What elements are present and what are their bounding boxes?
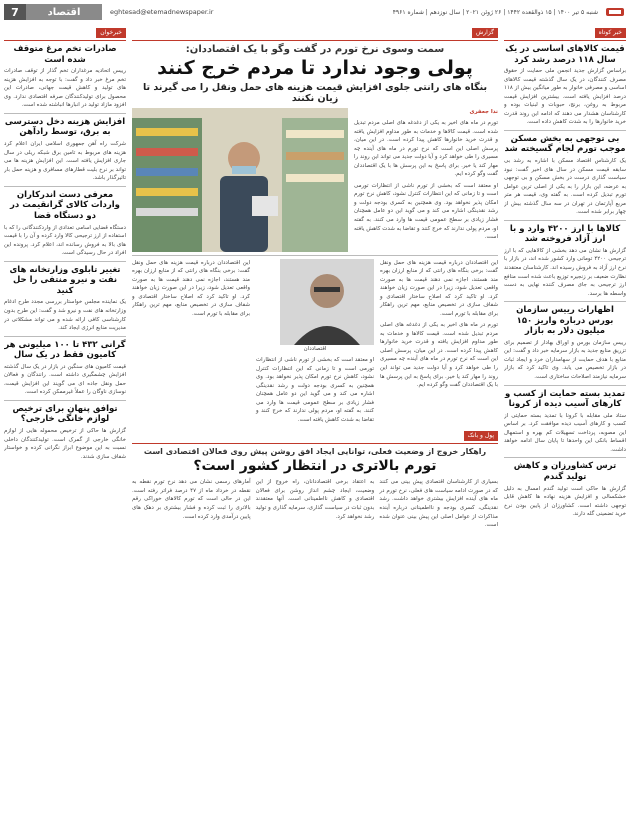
bottom-overline: راهکار خروج از وضعیت فعلی، توانایی ایجاد افق روشن پیش روی فعالان اقتصادی است (143, 447, 487, 457)
section-name: اقتصاد (26, 4, 102, 20)
article-deck: بنگاه های رانتی جلوی افزایش قیمت هزینه های حمل ونقل را می گیرند تا زیان نکنند (142, 81, 488, 104)
report-tag: گزارش (472, 28, 498, 38)
divider (504, 385, 626, 386)
byline: ندا جعفری (469, 108, 498, 115)
news-brief-title[interactable]: صادرات تخم مرغ متوقف شده است (13, 44, 117, 65)
article-photo (132, 108, 348, 252)
news-brief (4, 340, 126, 401)
newsreader-tag: خبرخوان (96, 28, 126, 38)
news-brief-body: دستگاه قضایی اسامی تعدادی از واردکنندگانی را که با استفاده از ارز ترجیحی کالا وارد کرده و آن را با قیمت های بالا به فروش رسانده اند، اعلام کرد. پرونده این افراد در حال رسیدگی است. (4, 224, 126, 257)
news-brief-title[interactable]: اظهارات رییس سازمان بورس درباره واریز ۱۵۰ میلیون دلار به بازار (516, 305, 614, 337)
left-column (4, 28, 126, 816)
bottom-column-3: آمارهای رسمی نشان می دهد نرخ تورم نقطه به نقطه در خرداد ماه از ۴۷ درصد فراتر رفته است. این در حالی است که تورم کالاهای خوراکی رقم بالاتری را ثبت کرده و فشار بیشتری بر دهک های پایین درآمدی وارد کرده است. (132, 479, 251, 520)
divider (504, 301, 626, 302)
bottom-column-1: بسیاری از کارشناسان اقتصادی پیش بینی می کنند که در صورت ادامه سیاست های فعلی، نرخ تورم در ماه های آینده افزایش بیشتری خواهد داشت. رشد نقدینگی، کسری بودجه و نااطمینانی درباره آینده مذاکرات از عوامل اصلی این پیش بینی عنوان شده است. (379, 479, 498, 529)
banking-tag: پول و بانک (464, 431, 498, 441)
news-brief-body: رییس سازمان بورس و اوراق بهادار از تصمیم برای تزریق منابع جدید به بازار سرمایه خبر داد و گفت: این منابع با هدف حمایت از سهامداران خرد و ایجاد ثبات در بازار تخصیص می یابد. وی تاکید کرد که بازار سرمایه نیازمند اصلاحات ساختاری است. (504, 339, 626, 380)
bottom-headline[interactable]: تورم بالاتری در انتظار کشور است؟ (193, 458, 437, 475)
news-brief-title[interactable]: قیمت کالاهای اساسی در یک سال ۱۱۸ درصد رشد کرد (505, 44, 625, 65)
portrait-caption: اقتصاددان (303, 345, 327, 352)
news-brief (4, 404, 126, 461)
news-brief-title[interactable]: تغییر تابلوی وزارتخانه های نفت و نیرو منتفی را حل کنید (9, 264, 121, 296)
news-brief-body: رییس اتحادیه مرغداران تخم گذار از توقف صادرات تخم مرغ خبر داد و گفت: با توجه به افزایش هزینه های تولید و کاهش قیمت جهانی، صادرات این محصول برای تولیدکنندگان صرفه اقتصادی ندارد. وی افزود مازاد تولید در انبارها انباشته شده است. (4, 68, 126, 109)
right-column (504, 28, 626, 816)
page-number: 7 (4, 4, 26, 20)
news-brief-title[interactable]: معرفی دست اندرکاران واردات کالای گرانقیمت در دو دستگاه قضا (10, 189, 120, 221)
divider (4, 400, 126, 401)
news-brief-body: براساس گزارش جدید انجمن ملی حمایت از حقوق مصرف کنندگان، در یک سال گذشته قیمت کالاهای اساسی و مصرفی خانوار به طور میانگین بیش از ۱۱۸ درصد افزایش یافته است. بیشترین افزایش قیمت مربوط به روغن، برنج، حبوبات و لبنیات بوده و کارشناسان هشدار می دهند که ادامه این روند قدرت خرید خانوارها را به شدت کاهش داده است. (504, 68, 626, 126)
news-brief (4, 117, 126, 187)
news-brief-title[interactable]: گرانی ۴۳۲ تا ۱۰۰ میلیونی هر کامیون فقط در یک سال (4, 339, 126, 361)
divider (4, 186, 126, 187)
article-headline[interactable]: پولی وجود ندارد تا مردم خرج کنند (157, 57, 473, 79)
news-brief (504, 44, 626, 131)
divider (504, 130, 626, 131)
economist-portrait (280, 259, 374, 345)
news-brief (504, 461, 626, 518)
news-brief-body: قیمت کامیون های سنگین در بازار در یک سال گذشته افزایش چشمگیری داشته است. رانندگان و فعالان حمل ونقل جاده ای می گویند این افزایش قیمت، نوسازی ناوگان را عملاً غیرممکن کرده است. (4, 363, 126, 396)
news-brief (4, 190, 126, 262)
news-brief-title[interactable]: کالاها با ارز ۴۲۰۰ وارد و با ارز آزاد فروخته شد (509, 223, 621, 245)
news-brief-body: گزارش ها حاکی از ترخیص محموله هایی از لوازم خانگی خارجی از گمرک است. تولیدکنندگان داخلی نسبت به این موضوع ابراز نگرانی کرده و خواستار شفاف سازی شدند. (4, 428, 126, 460)
news-brief-title[interactable]: افزایش هزینه دخل دسترسی به برق، توسط رادآهن (4, 116, 126, 138)
news-brief-body: ستاد ملی مقابله با کرونا با تمدید بسته حمایتی از کسب و کارهای آسیب دیده موافقت کرد. بر اساس این مصوبه، پرداخت تسهیلات کم بهره و استمهال اقساط بانکی این واحدها تا پایان سال ادامه خواهد داشت. (504, 412, 626, 453)
newspaper-logo-icon (604, 5, 626, 19)
article-column-1b: تورم در ماه های اخیر به یکی از دغدغه های اصلی مردم تبدیل شده است. قیمت کالاها و خدمات به طور مداوم افزایش یافته و قدرت خرید خانوارها کاهش پیدا کرده است. در این میان، پرسش اصلی این است که نرخ تورم در ماه های آینده چه مسیری را طی خواهد کرد و آیا دولت جدید می تواند این روند را مهار کند یا خیر. برای پاسخ به این پرسش ها با یک اقتصاددان گفت وگو کرده ایم. (380, 322, 498, 389)
divider (4, 336, 126, 337)
news-brief (504, 389, 626, 459)
news-brief (4, 265, 126, 337)
news-brief-title[interactable]: بی توجهی به بخش مسکن موجب تورم لجام گسیخته شد (504, 133, 626, 155)
divider (504, 220, 626, 221)
article-overline: سمت وسوی نرخ تورم در گفت وگو با یک اقتصاددان: (185, 44, 445, 55)
news-brief-body: شرکت راه آهن جمهوری اسلامی ایران اعلام کرد هزینه های مربوط به تامین برق شبکه ریلی در سال جاری افزایش یافته است. این افزایش هزینه ها می تواند بر نرخ بلیت قطارهای مسافری و هزینه حمل بار تاثیرگذار باشد. (4, 141, 126, 182)
article-column-2: او معتقد است که بخشی از تورم ناشی از انتظارات تورمی است و تا زمانی که این انتظارات کنترل نشود، کاهش نرخ تورم امکان پذیر نخواهد بود. وی همچنین به کسری بودجه دولت و رشد نقدینگی اشاره می کند و می گوید این دو عامل همچنان فشار زیادی بر سطح عمومی قیمت ها وارد می کنند. به گفته او، مردم پولی ندارند که خرج کنند و تقاضا به شدت کاهش یافته است. (354, 182, 498, 241)
news-brief (504, 305, 626, 385)
divider (504, 457, 626, 458)
top-bar (4, 4, 626, 20)
column-tag: خبر کوتاه (595, 28, 626, 38)
divider (4, 113, 126, 114)
news-brief-title[interactable]: ترس کشاورزان و کاهش تولید گندم (513, 461, 617, 482)
dateline: شنبه ۵ تیر ۱۴۰۰ | ۱۵ ذوالقعده ۱۴۴۲ | ۲۶ ژوئن ۲۰۲۱ | سال نوزدهم | شماره ۴۹۶۱ (392, 8, 598, 16)
article-column-3b: این اقتصاددان درباره قیمت هزینه های حمل ونقل گفت: برخی بنگاه های رانتی که از منابع ارزان بهره مند هستند، اجازه نمی دهند قیمت ها به صورت واقعی تعدیل شود، زیرا در این صورت زیان خواهند کرد. او تاکید کرد که اصلاح ساختار اقتصادی و شفاف سازی در تخصیص منابع، مهم ترین راهکار برای مقابله با تورم است. (132, 259, 250, 317)
news-brief-title[interactable]: توافق پنهان برای ترخیص لوازم خانگی خارجی؟ (12, 403, 118, 425)
article-column-3: این اقتصاددان درباره قیمت هزینه های حمل ونقل گفت: برخی بنگاه های رانتی که از منابع ارزان بهره مند هستند، اجازه نمی دهند قیمت ها به صورت واقعی تعدیل شود، زیرا در این صورت زیان خواهند کرد. او تاکید کرد که اصلاح ساختار اقتصادی و شفاف سازی در تخصیص منابع، مهم ترین راهکار برای مقابله با تورم است. (380, 259, 498, 317)
news-brief-body: یک کارشناس اقتصاد مسکن با اشاره به رشد بی سابقه قیمت مسکن در سال های اخیر گفت: نبود سیاست گذاری درست در بخش مسکن و بی توجهی به عرضه، این بازار را به یکی از اصلی ترین عوامل تورم تبدیل کرده است. به گفته وی، قیمت هر متر مربع آپارتمان در تهران در سه سال گذشته بیش از چهار برابر شده است. (504, 158, 626, 216)
article-column-1: تورم در ماه های اخیر به یکی از دغدغه های اصلی مردم تبدیل شده است. قیمت کالاها و خدمات به طور مداوم افزایش یافته و قدرت خرید خانوارها کاهش پیدا کرده است. در این میان، پرسش اصلی این است که نرخ تورم در ماه های آینده چه مسیری را طی خواهد کرد و آیا دولت جدید می تواند این روند را مهار کند یا خیر. برای پاسخ به این پرسش ها با یک اقتصاددان گفت وگو کرده ایم. (354, 120, 498, 178)
news-brief-body: گزارش ها نشان می دهد بخشی از کالاهایی که با ارز ترجیحی ۴۲۰۰ تومانی وارد کشور شده اند، در بازار با نرخ ارز آزاد به فروش رسیده اند. کارشناسان معتقدند نظارت ضعیف بر زنجیره توزیع باعث شده است منافع ارز ترجیحی به جای مصرف کننده نهایی به دست واسطه ها برسد. (504, 247, 626, 297)
main-column (132, 28, 498, 816)
news-brief-title[interactable]: تمدید بسته حمایت از کسب و کارهای آسیب دیده از کرونا (504, 388, 626, 410)
news-brief (504, 224, 626, 302)
email-address[interactable]: eghtesad@etemadnewspaper.ir (110, 8, 214, 16)
news-brief-body: یک نماینده مجلس خواستار بررسی مجدد طرح ادغام وزارتخانه های نفت و نیرو شد و گفت: این طرح بدون کارشناسی کافی ارائه شده و می تواند مشکلاتی در مدیریت منابع انرژی ایجاد کند. (4, 299, 126, 332)
bottom-column-2: به اعتقاد برخی اقتصاددانان، راه خروج از این وضعیت، ایجاد چشم انداز روشن برای فعالان اقتصادی و کاهش نااطمینانی است. آنها معتقدند بدون ثبات در سیاست گذاری، سرمایه گذاری و تولید رشد نخواهد کرد. (255, 479, 375, 520)
article-column-2b: او معتقد است که بخشی از تورم ناشی از انتظارات تورمی است و تا زمانی که این انتظارات کنترل نشود، کاهش نرخ تورم امکان پذیر نخواهد بود. وی همچنین به کسری بودجه دولت و رشد نقدینگی اشاره می کند و می گوید این دو عامل همچنان فشار زیادی بر سطح عمومی قیمت ها وارد می کنند. به گفته او، مردم پولی ندارند که خرج کنند و تقاضا به شدت کاهش یافته است. (256, 357, 374, 423)
news-brief-body: گزارش ها حاکی است تولید گندم امسال به دلیل خشکسالی و افزایش هزینه نهاده ها کاهش قابل توجهی داشته است. کشاورزان از پایین بودن نرخ خرید تضمینی گله دارند. (504, 485, 626, 518)
news-brief (4, 44, 126, 114)
divider (4, 261, 126, 262)
news-brief (504, 134, 626, 221)
